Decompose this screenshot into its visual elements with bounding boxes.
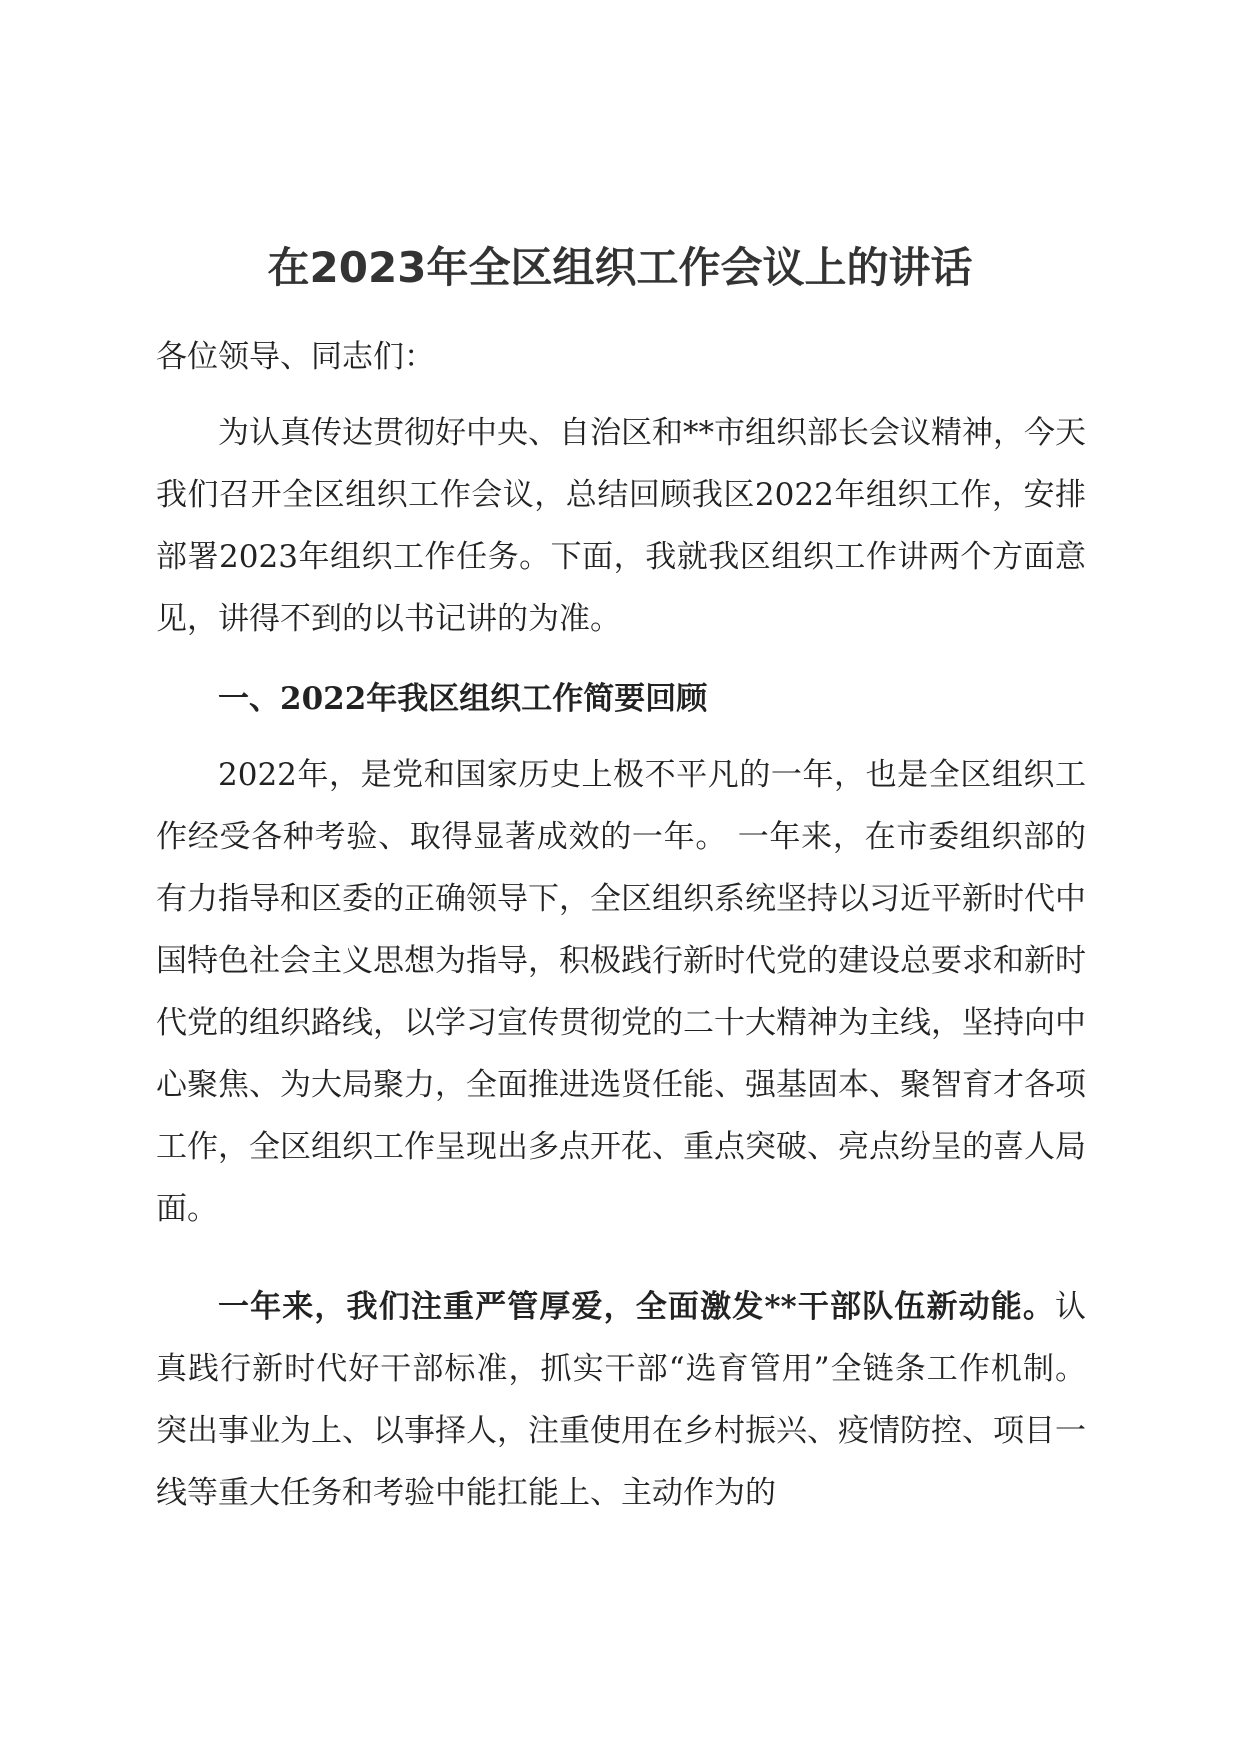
document-title: 在2023年全区组织工作会议上的讲话 [267, 243, 973, 292]
paragraph-body-text: 认真践行新时代好干部标准，抓实干部“选育管用”全链条工作机制。突出事业为上、以事择人，注重使用在乡村振兴、疫情防控、项目一线等重大任务和考验中能扛能上、主动作为的 [156, 1289, 1086, 1511]
salutation: 各位领导、同志们： [156, 339, 435, 375]
paragraph-review: 2022年，是党和国家历史上极不平凡的一年，也是全区组织工作经受各种考验、取得显著成效的一年。 一年来，在市委组织部的有力指导和区委的正确领导下，全区组织系统坚持以习近平新时代中国特色社会主义思想为指导，积极践行新时代党的建设总要求和新时代党的组织路线，以学习宣传贯彻党的二十大精神为主线，坚持向中心聚焦、为大局聚力，全面推进选贤任能、强基固本、聚智育才各项工作，全区组织工作呈现出多点开花、重点突破、亮点纷呈的喜人局面。 [156, 757, 1086, 1227]
paragraph-intro: 为认真传达贯彻好中央、自治区和**市组织部长会议精神，今天我们召开全区组织工作会议，总结回顾我区2022年组织工作，安排部署2023年组织工作任务。下面，我就我区组织工作讲两个方面意见，讲得不到的以书记讲的为准。 [156, 415, 1086, 637]
paragraph-cadres [156, 1276, 1086, 1524]
section-heading: 一、2022年我区组织工作简要回顾 [218, 681, 708, 717]
paragraph-lead-sentence: 一年来，我们注重严管厚爱，全面激发**干部队伍新动能。 [218, 1289, 1055, 1325]
